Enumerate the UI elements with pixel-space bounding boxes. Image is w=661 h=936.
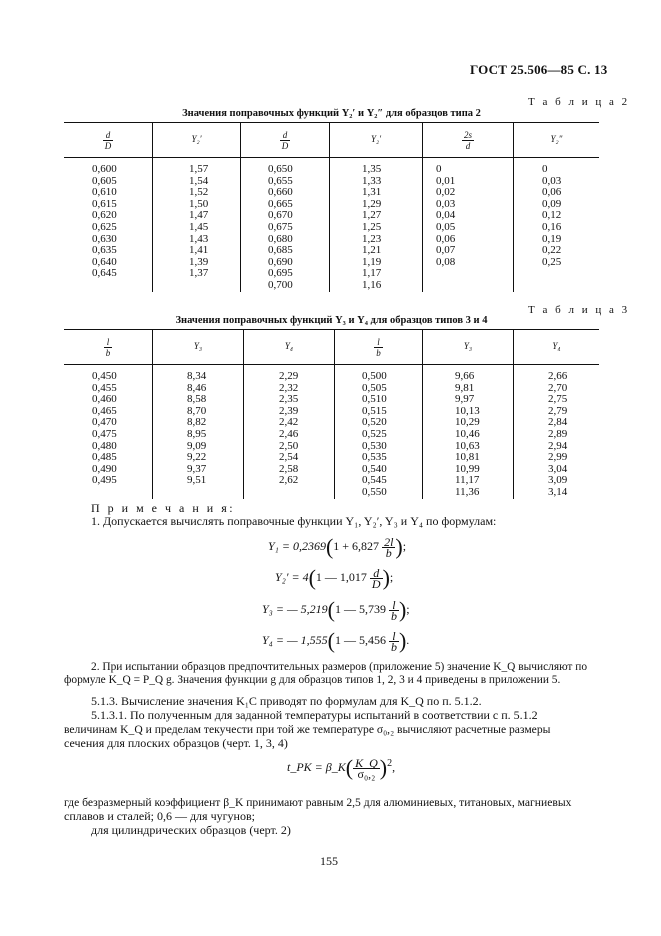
table-cell: 2,70: [548, 381, 568, 394]
table-cell: 1,16: [362, 278, 382, 291]
page-header: ГОСТ 25.506—85 С. 13: [470, 62, 608, 77]
table-cell: 0,09: [542, 197, 562, 210]
table-cell: 0,495: [92, 474, 117, 487]
t2-h1: Y₂′: [153, 123, 241, 158]
t2-h3: Y₂′: [330, 123, 423, 158]
table-cell: 0,07: [436, 244, 456, 257]
table-cell: 1,17: [362, 267, 382, 280]
table-cell: 0,520: [362, 416, 387, 429]
table-cell: 9,37: [187, 462, 207, 475]
table-cell: 2,54: [279, 451, 299, 464]
table-cell: 2,84: [548, 416, 568, 429]
table3: [64, 329, 599, 499]
table-cell: 1,39: [189, 255, 209, 268]
table-cell: 0,465: [92, 404, 117, 417]
table-cell: 9,22: [187, 451, 207, 464]
table-cell: 9,51: [187, 474, 207, 487]
t3-col0: [92, 371, 152, 487]
table-cell: 1,52: [189, 186, 209, 199]
table-cell: 0,19: [542, 232, 562, 245]
table-cell: 1,35: [362, 163, 382, 175]
table-cell: 10,13: [455, 404, 480, 417]
table-cell: 0,695: [268, 267, 293, 280]
formula-y4: Y₄ = — 1,555(1 — 5,456 $\frac{l}{b}$ ).: [262, 628, 410, 654]
table-cell: 3,14: [548, 485, 568, 498]
table-cell: 2,94: [548, 439, 568, 452]
table-cell: 0,640: [92, 255, 117, 268]
table-cell: 2,46: [279, 427, 299, 440]
table-cell: 0,450: [92, 370, 117, 382]
table-cell: 0,12: [542, 209, 562, 222]
t2-col1: [189, 164, 240, 280]
t2-h4: $\frac{2s}{d}$: [423, 123, 514, 158]
table-cell: 0,665: [268, 197, 293, 210]
formula-y1: Y₁ = 0,2369(1 + 6,827 $\frac{2l}{b}$ );: [268, 534, 407, 560]
table-cell: 2,32: [279, 381, 299, 394]
table-cell: 2,35: [279, 393, 299, 406]
table-cell: 0,530: [362, 439, 387, 452]
table-cell: 1,54: [189, 174, 209, 187]
table-cell: 0,470: [92, 416, 117, 429]
formula-tpk: t_PK = β_K( $\frac{K\_Q}{\text{σ₀,₂}}$ )$^2$,: [287, 755, 396, 781]
table-cell: 3,09: [548, 474, 568, 487]
table-cell: 8,46: [187, 381, 207, 394]
table-cell: 9,81: [455, 381, 475, 394]
table2-title: Значения поправочных функций Y₂′ и Y₂″ для образцов типа 2: [182, 108, 481, 119]
para-where-line1: где безразмерный коэффициент β_K принимают равным 2,5 для алюминиевых, титановых, магниевых: [64, 796, 572, 809]
para-5-1-3-1-line2: величинам K_Q и пределам текучести при той же температуре σ₀,₂ вычисляют расчетные размеры: [64, 723, 551, 736]
table-cell: 0,545: [362, 474, 387, 487]
table-cell: 0,25: [542, 255, 562, 268]
table-cell: 1,21: [362, 244, 382, 257]
table-cell: 1,43: [189, 232, 209, 245]
table3-title: Значения поправочных функций Y₃ и Y₄ для образцов типов 3 и 4: [175, 315, 488, 326]
t3-h4: Y₃: [423, 330, 514, 365]
table-cell: 0,605: [92, 174, 117, 187]
table-cell: 0,535: [362, 451, 387, 464]
table-cell: 1,47: [189, 209, 209, 222]
table-cell: 0,550: [362, 485, 387, 498]
table-cell: 0,685: [268, 244, 293, 257]
t3-h1: Y₃: [153, 330, 244, 365]
table-cell: 0,675: [268, 220, 293, 233]
table-cell: 1,25: [362, 220, 382, 233]
table-cell: 11,17: [455, 474, 480, 487]
table-cell: 9,09: [187, 439, 207, 452]
table-cell: 0,08: [436, 255, 456, 268]
table2: [64, 122, 599, 292]
table-cell: 2,39: [279, 404, 299, 417]
table-cell: 1,27: [362, 209, 382, 222]
table-cell: 0,635: [92, 244, 117, 257]
para-5-1-3: 5.1.3. Вычисление значения K₁C приводят по формулам для K_Q по п. 5.1.2.: [91, 694, 482, 708]
t3-col3: [362, 371, 422, 499]
table-cell: 0,510: [362, 393, 387, 406]
table-cell: 1,23: [362, 232, 382, 245]
table-cell: 8,34: [187, 370, 207, 382]
table-cell: 2,62: [279, 474, 299, 487]
table-cell: 0,600: [92, 163, 117, 175]
t2-h2: $\frac{d}{D}$: [241, 123, 330, 158]
table-cell: 0,02: [436, 186, 456, 199]
table-cell: 0,05: [436, 220, 456, 233]
table-cell: 0,620: [92, 209, 117, 222]
t3-col1: [187, 371, 243, 487]
table-cell: 0,615: [92, 197, 117, 210]
t2-col3: [362, 164, 422, 292]
table-cell: 0,16: [542, 220, 562, 233]
table-cell: 3,04: [548, 462, 568, 475]
para-5-1-3-1-line3: сечения для плоских образцов (черт. 1, 3, 4): [64, 736, 288, 750]
t2-col4: [436, 164, 513, 268]
table-cell: 10,29: [455, 416, 480, 429]
formula-y2: Y₂′ = 4(1 — 1,017 $\frac{d}{D}$ );: [275, 565, 394, 591]
table-cell: 0,480: [92, 439, 117, 452]
table-cell: 0,540: [362, 462, 387, 475]
table-cell: 2,99: [548, 451, 568, 464]
table-cell: 10,81: [455, 451, 480, 464]
table-cell: 0,460: [92, 393, 117, 406]
para-cylindrical: для цилиндрических образцов (черт. 2): [91, 823, 291, 837]
table-cell: 10,46: [455, 427, 480, 440]
t2-col5: [542, 164, 599, 268]
table-cell: 1,41: [189, 244, 209, 257]
table-cell: 0,22: [542, 244, 562, 257]
table-cell: 0,630: [92, 232, 117, 245]
para-where-line2: сплавов и сталей; 0,6 — для чугунов;: [64, 809, 255, 823]
t3-col4: [455, 371, 513, 499]
table-cell: 0,660: [268, 186, 293, 199]
table-cell: 0,06: [542, 186, 562, 199]
t3-h2: Y₄: [244, 330, 335, 365]
table-cell: 0,03: [542, 174, 562, 187]
table-cell: 2,29: [279, 370, 299, 382]
table-cell: 0,06: [436, 232, 456, 245]
table-cell: 0,03: [436, 197, 456, 210]
table-cell: 0: [542, 163, 548, 175]
para-5-1-3-1-line1: 5.1.3.1. По полученным для заданной температуры испытаний в соответствии с п. 5.1.2: [91, 708, 538, 722]
table-cell: 0,625: [92, 220, 117, 233]
t3-h3: $\frac{l}{b}$: [335, 330, 423, 365]
table-cell: 0,485: [92, 451, 117, 464]
note-2-line2: формуле K_Q = P_Q g. Значения функции g для образцов типов 1, 2, 3 и 4 приведены в приложении 5.: [64, 674, 561, 686]
table-cell: 8,70: [187, 404, 207, 417]
table-cell: 2,75: [548, 393, 568, 406]
table-cell: 2,58: [279, 462, 299, 475]
table-cell: 2,42: [279, 416, 299, 429]
t3-col2: [279, 371, 334, 487]
table-cell: 0,645: [92, 267, 117, 280]
table-cell: 1,50: [189, 197, 209, 210]
table-cell: 0,610: [92, 186, 117, 199]
table-cell: 1,31: [362, 186, 382, 199]
table-cell: 0,680: [268, 232, 293, 245]
table-cell: 0,500: [362, 370, 387, 382]
table-cell: 2,79: [548, 404, 568, 417]
formula-y3: Y₃ = — 5,219(1 — 5,739 $\frac{l}{b}$ );: [262, 597, 410, 623]
t2-h0: $\frac{d}{D}$: [64, 123, 153, 158]
table-cell: 8,82: [187, 416, 207, 429]
table-cell: 1,57: [189, 163, 209, 175]
table2-caption: Т а б л и ц а 2: [528, 96, 630, 108]
table3-caption: Т а б л и ц а 3: [528, 304, 630, 316]
table-cell: 0,455: [92, 381, 117, 394]
table-cell: 1,45: [189, 220, 209, 233]
table-cell: 0,475: [92, 427, 117, 440]
table-cell: 9,66: [455, 370, 475, 382]
table-cell: 11,36: [455, 485, 480, 498]
table-cell: 0,690: [268, 255, 293, 268]
t2-col0: [92, 164, 152, 280]
table-cell: 8,58: [187, 393, 207, 406]
table-cell: 9,97: [455, 393, 475, 406]
table-cell: 0,650: [268, 163, 293, 175]
table-cell: 10,63: [455, 439, 480, 452]
note-2-line1: 2. При испытании образцов предпочтительных размеров (приложение 5) значение K_Q вычисляют по: [91, 661, 588, 673]
table-cell: 0,490: [92, 462, 117, 475]
table-cell: 2,89: [548, 427, 568, 440]
t2-col2: [268, 164, 329, 292]
t3-h5: Y₄: [514, 330, 600, 365]
notes-heading: П р и м е ч а н и я:: [91, 501, 236, 515]
note-1: 1. Допускается вычислять поправочные функции Y₁, Y₂′, Y₃ и Y₄ по формулам:: [91, 514, 497, 528]
t3-col5: [548, 371, 599, 499]
table-cell: 1,37: [189, 267, 209, 280]
table-cell: 0,505: [362, 381, 387, 394]
table-cell: 0,04: [436, 209, 456, 222]
table-cell: 0: [436, 163, 442, 175]
table-cell: 1,19: [362, 255, 382, 268]
table-cell: 0,01: [436, 174, 456, 187]
t2-h5: Y₂″: [514, 123, 600, 158]
table-cell: 2,50: [279, 439, 299, 452]
table-cell: 0,515: [362, 404, 387, 417]
table-cell: 10,99: [455, 462, 480, 475]
table-cell: 0,700: [268, 278, 293, 291]
t3-h0: $\frac{l}{b}$: [64, 330, 153, 365]
table-cell: 1,33: [362, 174, 382, 187]
table-cell: 0,525: [362, 427, 387, 440]
table-cell: 2,66: [548, 370, 568, 382]
page-number: 155: [320, 854, 338, 868]
table-cell: 8,95: [187, 427, 207, 440]
table-cell: 1,29: [362, 197, 382, 210]
table-cell: 0,670: [268, 209, 293, 222]
table-cell: 0,655: [268, 174, 293, 187]
